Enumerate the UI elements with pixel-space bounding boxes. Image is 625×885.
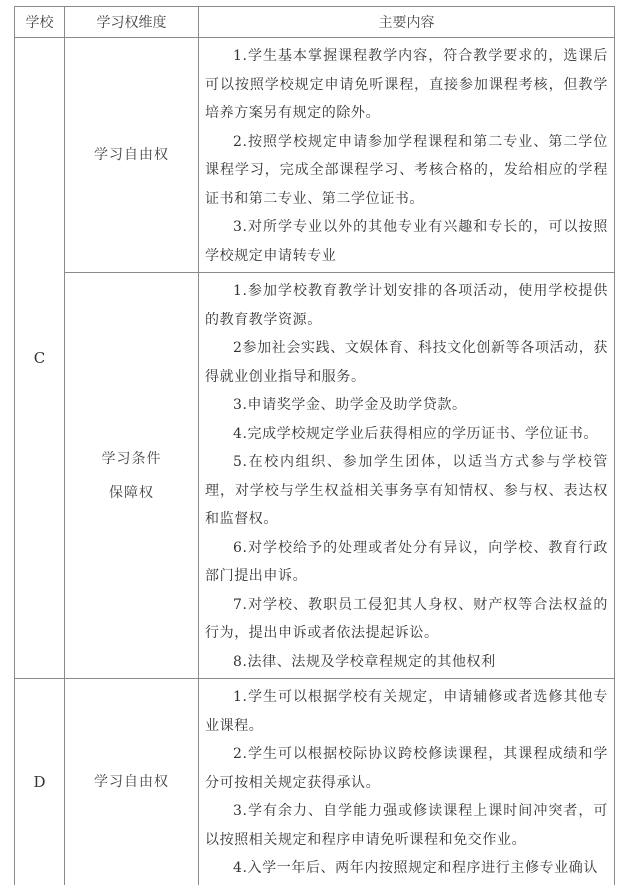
header-dimension: 学习权维度 [65, 7, 199, 38]
content-item: 3.申请奖学金、助学金及助学贷款。 [233, 397, 467, 413]
header-content: 主要内容 [199, 7, 615, 38]
rights-table-page [14, 6, 614, 885]
school-cell-c: C [15, 38, 65, 679]
content-item: 8.法律、法规及学校章程规定的其他权利 [233, 653, 496, 670]
table-row [15, 38, 615, 273]
content-item: 5.在校内组织、参加学生团体，以适当方式参与学校管理，对学校与学生权益相关事务享有知情权、参与权、表达权和监督权。 [205, 454, 608, 527]
learning-rights-table [14, 6, 615, 885]
content-item: 3.学有余力、自学能力强或修读课程上课时间冲突者，可以按照相关规定和程序申请免听课程和免交作业。 [205, 803, 608, 848]
table-header-row [15, 7, 615, 38]
table-row [15, 679, 615, 885]
content-item: 3.对所学专业以外的其他专业有兴趣和专长的，可以按照学校规定申请转专业 [205, 219, 608, 264]
table-row [15, 273, 615, 679]
content-cell [199, 273, 615, 679]
content-item: 2.学生可以根据校际协议跨校修读课程，其课程成绩和学分可按相关规定获得承认。 [205, 746, 608, 791]
dimension-cell [65, 273, 199, 679]
header-school: 学校 [15, 7, 65, 38]
content-cell [199, 38, 615, 273]
content-item: 1.参加学校教育教学计划安排的各项活动，使用学校提供的教育教学资源。 [205, 283, 608, 328]
content-item: 4.完成学校规定学业后获得相应的学历证书、学位证书。 [233, 425, 598, 442]
content-item: 4.入学一年后、两年内按照规定和程序进行主修专业确认 [233, 860, 598, 876]
dimension-cell [65, 679, 199, 885]
school-cell-d: D [15, 679, 65, 885]
content-item: 1.学生可以根据学校有关规定，申请辅修或者选修其他专业课程。 [205, 689, 608, 734]
dimension-label-line: 学习条件 [101, 450, 162, 467]
content-item: 6.对学校给予的处理或者处分有异议，向学校、教育行政部门提出申诉。 [205, 539, 608, 584]
content-item: 1.学生基本掌握课程教学内容，符合教学要求的，选课后可以按照学校规定申请免听课程，直接参加课程考核，但教学培养方案另有规定的除外。 [205, 48, 608, 121]
dimension-label: 学习自由权 [94, 147, 169, 163]
content-item: 7.对学校、教职员工侵犯其人身权、财产权等合法权益的行为，提出申诉或者依法提起诉讼。 [205, 596, 608, 641]
dimension-cell [65, 38, 199, 273]
content-item: 2.按照学校规定申请参加学程课程和第二专业、第二学位课程学习，完成全部课程学习、考核合格的，发给相应的学程证书和第二专业、第二学位证书。 [205, 133, 608, 207]
content-cell [199, 679, 615, 885]
content-item: 2参加社会实践、文娱体育、科技文化创新等各项活动，获得就业创业指导和服务。 [205, 340, 608, 385]
dimension-label-line: 保障权 [109, 484, 154, 501]
dimension-label: 学习自由权 [94, 773, 169, 790]
